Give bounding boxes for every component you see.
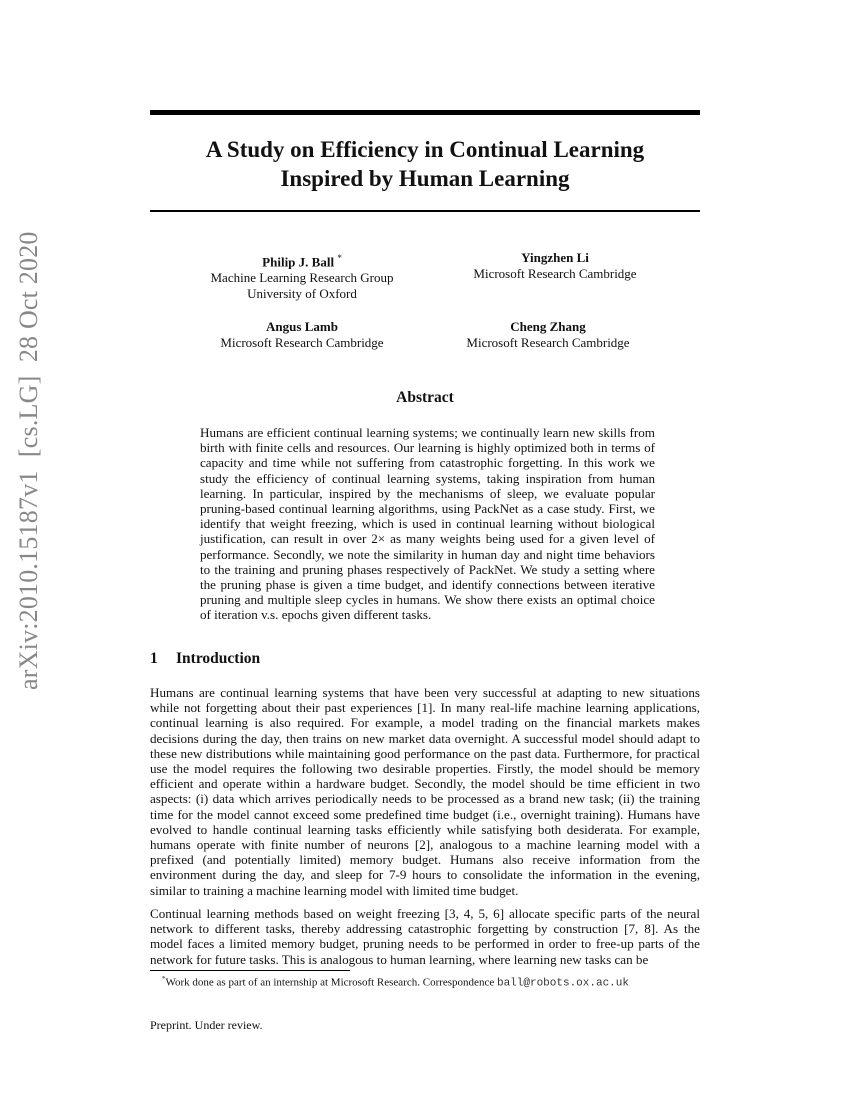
section-number: 1 [150,650,158,667]
author-affiliation: Machine Learning Research Group [210,270,394,286]
author-block [182,250,422,302]
title-line-1: A Study on Efficiency in Continual Learning [205,137,645,162]
author-block [428,319,668,351]
author-name: Angus Lamb [266,319,338,334]
author-block [182,319,422,351]
section-title: Introduction [176,650,261,667]
author-name: Philip J. Ball [262,254,335,270]
title-line-2: Inspired by Human Learning [280,166,570,191]
author-block [435,250,675,282]
preprint-status: Preprint. Under review. [150,1018,263,1032]
abstract-body: Humans are efficient continual learning systems; we continually learn new skills from birth with finite cells and resources. Our learning is highly optimized both in terms of capacity and time while not suffering from catastrophic forgetting. In this work we study the efficiency of continual learning systems, taking inspiration from human learning. In particular, inspired by the mechanisms of sleep, we evaluate popular pruning-based continual learning algorithms, using PackNet as a case study. First, we identify that weight freezing, which is used in continual learning without biological justification, can result in over 2× as many weights being used for a given level of performance. Secondly, we note the similarity in human day and night time behaviors to the training and pruning phases respectively of PackNet. We study a setting where the pruning phase is given a time budget, and identify connections between iterative pruning and multiple sleep cycles in humans. We show there exists an optimal choice of iteration v.s. epochs given different tasks. [200,425,655,623]
correspondence-email[interactable]: ball@robots.ox.ac.uk [496,977,629,990]
author-name: Cheng Zhang [510,319,586,334]
abstract-heading: Abstract [396,389,454,406]
section-heading [150,650,260,668]
title-rule-top [150,110,700,115]
paper-title [150,135,700,193]
author-affiliation: University of Oxford [247,286,357,302]
author-affiliation: Microsoft Research Cambridge [220,335,384,350]
author-footnote-marker[interactable]: * [337,253,342,263]
author-affiliation: Microsoft Research Cambridge [466,335,630,350]
footnote-text: Work done as part of an internship at Microsoft Research. Correspondence [165,976,497,989]
author-affiliation: Microsoft Research Cambridge [473,266,637,281]
footnote [162,975,629,990]
body-paragraph: Continual learning methods based on weight freezing [3, 4, 5, 6] allocate specific parts of the neural network to different tasks, thereby addressing catastrophic forgetting by construction [7, 8]. As the model faces a limited memory budget, pruning needs to be performed in order to free-up parts of the network for future tasks. This is analogous to human learning, where learning new tasks can be [150,906,700,967]
footnote-marker: * [162,975,166,983]
title-rule-bottom [150,210,700,212]
author-name: Yingzhen Li [521,250,589,265]
body-paragraph: Humans are continual learning systems that have been very successful at adapting to new situations while not forgetting about their past experiences [1]. In many real-life machine learning applications, continual learning is also required. For example, a model trading on the financial markets makes decisions during the day, then trains on new market data overnight. A successful model should adapt to these new distributions while maintaining good performance on the past data. Furthermore, for practical use the model requires the following two desirable properties. Firstly, the model should be memory efficient and operate within a hardware budget. Secondly, the model should be time efficient in two aspects: (i) data which arrives periodically needs to be processed as a brand new task; (ii) the training time for the model cannot exceed some predefined time budget (i.e., overnight training). Humans have evolved to handle continual learning tasks efficiently while satisfying both desiderata. For example, humans operate with finite number of neurons [2], analogous to a machine learning model with a prefixed (and potentially limited) memory budget. Humans also receive information from the environment during the day, and sleep for 7-9 hours to consolidate the information in the evening, similar to training a machine learning model with limited time budget. [150,685,700,898]
footnote-rule [150,970,350,971]
arxiv-sidebar-stamp: arXiv:2010.15187v1 [cs.LG] 28 Oct 2020 [14,231,43,690]
